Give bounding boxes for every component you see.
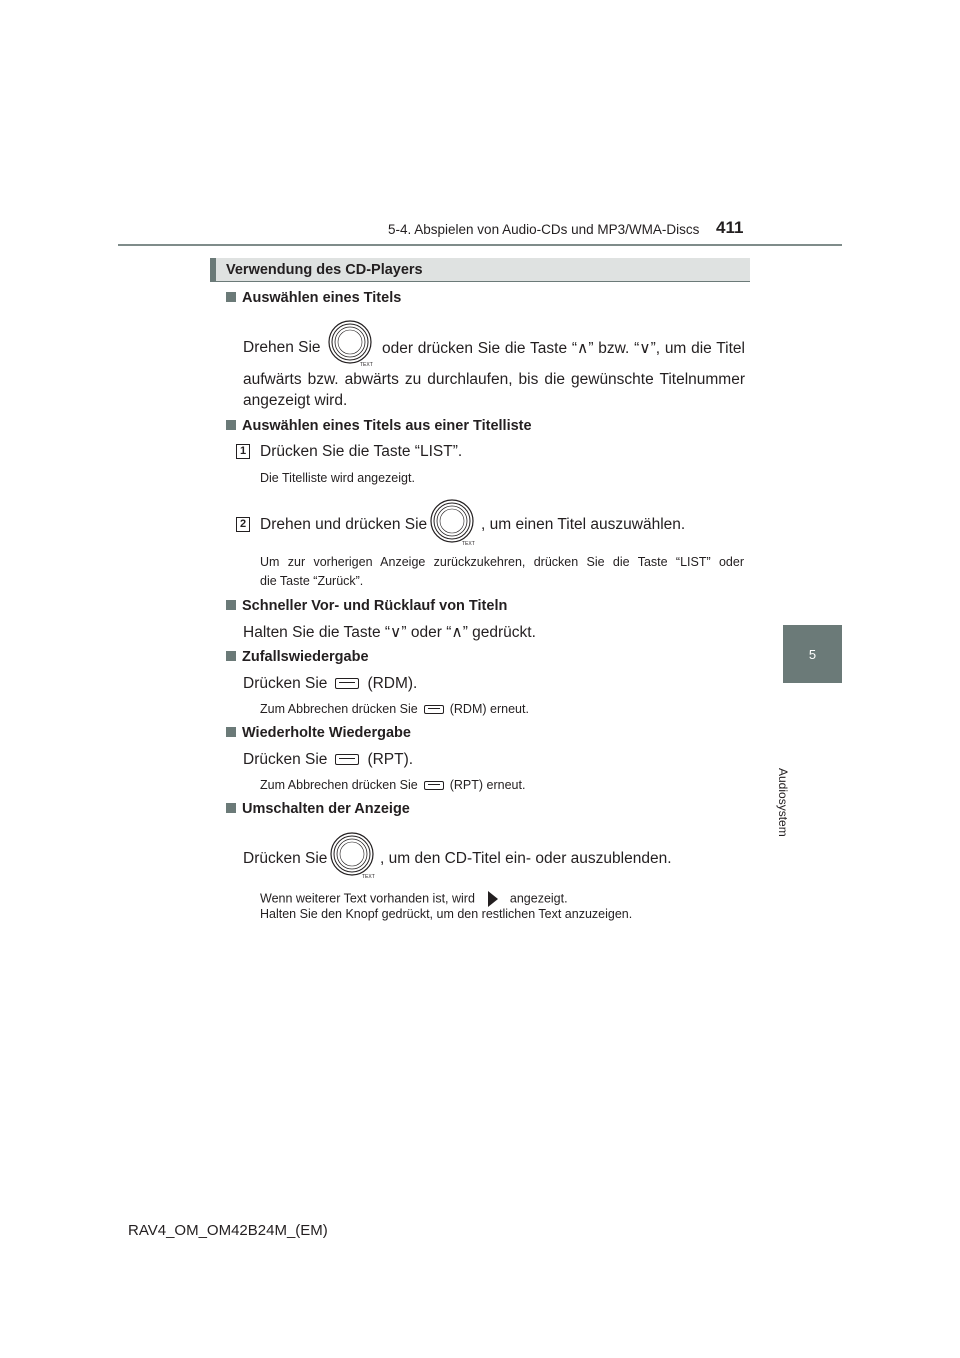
header-section-title: 5-4. Abspielen von Audio-CDs und MP3/WMA-Discs [388, 222, 700, 237]
heading-random: Zufallswiedergabe [226, 649, 369, 665]
heading-bullet-icon [226, 727, 236, 737]
knob-label: TEXT [360, 362, 373, 368]
chapter-number: 5 [808, 646, 817, 662]
step2-note-line2: die Taste “Zurück”. [260, 574, 364, 588]
step2-text-b: , um einen Titel auszuwählen. [481, 516, 686, 533]
page-number: 411 [716, 218, 744, 237]
random-text: Drücken Sie (RDM). [243, 675, 418, 692]
chapter-tab [783, 625, 842, 683]
knob-label: TEXT [362, 874, 375, 880]
display-switch-text-b: , um den CD-Titel ein- oder auszublenden. [380, 850, 672, 867]
heading-bullet-icon [226, 651, 236, 661]
step1-note: Die Titelliste wird angezeigt. [260, 471, 415, 485]
heading-display-switch: Umschalten der Anzeige [226, 801, 410, 817]
step-number-1: 1 [236, 444, 250, 459]
repeat-text: Drücken Sie (RPT). [243, 751, 414, 768]
select-track-line1a: Drehen Sie [243, 339, 321, 356]
knob-label: TEXT [462, 541, 475, 547]
chapter-label: Audiosystem [776, 768, 790, 837]
display-switch-note2: Halten Sie den Knopf gedrückt, um den restlichen Text anzuzeigen. [260, 907, 633, 921]
fast-forward-text: Halten Sie die Taste “∨” oder “∧” gedrückt. [243, 624, 536, 641]
heading-repeat: Wiederholte Wiedergabe [226, 725, 411, 741]
heading-select-from-list: Auswählen eines Titels aus einer Titelliste [226, 418, 532, 434]
display-switch-text-a: Drücken Sie [243, 850, 328, 867]
select-track-line1b: oder drücken Sie die Taste “∧” bzw. “∨”, um die Titel [382, 340, 745, 357]
preset-button-icon [335, 754, 359, 765]
chapter-label-container [776, 690, 804, 837]
select-track-line2: aufwärts bzw. abwärts zu durchlaufen, bis die gewünschte Titelnummer [243, 371, 745, 388]
heading-bullet-icon [226, 600, 236, 610]
random-note: Zum Abbrechen drücken Sie (RDM) erneut. [260, 702, 529, 716]
step2-text-a: Drehen und drücken Sie [260, 516, 428, 533]
preset-button-icon [424, 705, 444, 714]
heading-bullet-icon [226, 803, 236, 813]
step2-note-line1: Um zur vorherigen Anzeige zurückzukehren, drücken Sie die Taste “LIST” oder [260, 555, 744, 569]
section-title: Verwendung des CD-Players [226, 262, 423, 278]
preset-button-icon [335, 678, 359, 689]
step1-text: Drücken Sie die Taste “LIST”. [260, 443, 463, 460]
footer-document-code: RAV4_OM_OM42B24M_(EM) [128, 1222, 328, 1239]
tune-knob-icon [428, 497, 478, 547]
repeat-note: Zum Abbrechen drücken Sie (RPT) erneut. [260, 778, 526, 792]
tune-knob-icon [326, 318, 376, 368]
tune-knob-icon [328, 830, 378, 880]
select-track-line3: angezeigt wird. [243, 392, 348, 409]
preset-button-icon [424, 781, 444, 790]
heading-select-track: Auswählen eines Titels [226, 290, 401, 306]
heading-bullet-icon [226, 420, 236, 430]
step-number-2: 2 [236, 517, 250, 532]
header-rule [118, 244, 842, 246]
section-title-bar [210, 258, 750, 282]
display-switch-note1: Wenn weiterer Text vorhanden ist, wird angezeigt. [260, 888, 568, 910]
heading-fast-forward: Schneller Vor- und Rücklauf von Titeln [226, 598, 507, 614]
heading-bullet-icon [226, 292, 236, 302]
